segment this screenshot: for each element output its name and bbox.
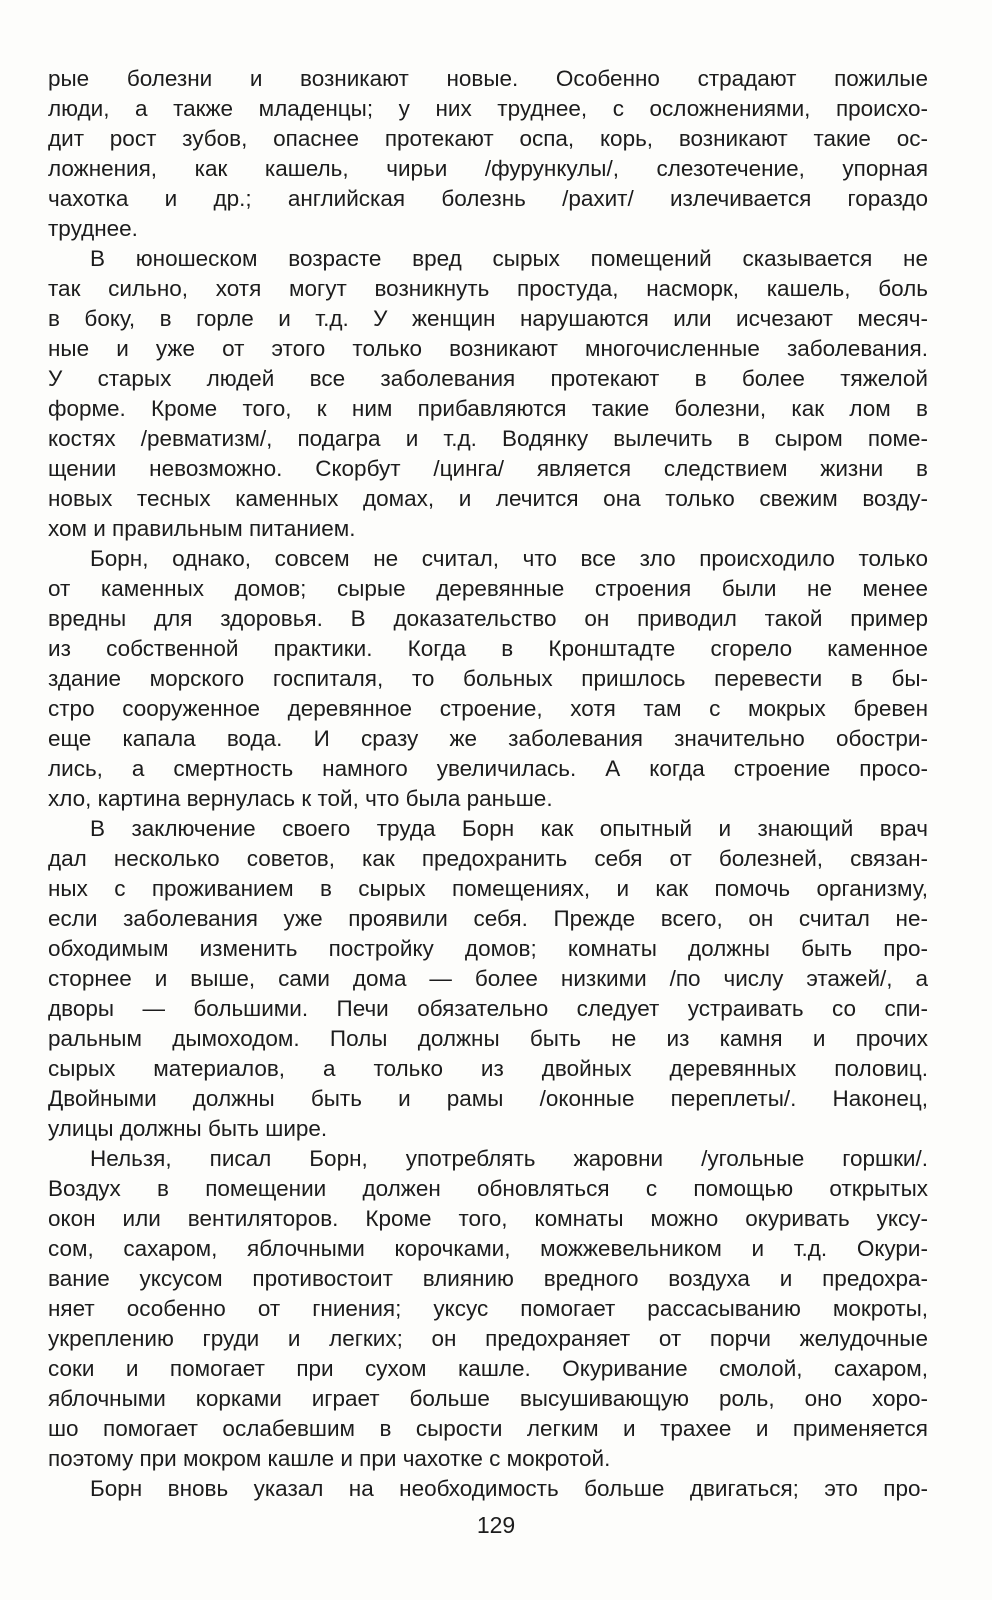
- text-line: новых тесных каменных домах, и лечится она только свежим возду-: [48, 486, 928, 511]
- text-line: если заболевания уже проявили себя. Прежде всего, он считал не-: [48, 906, 928, 931]
- text-line: еще капала вода. И сразу же заболевания значительно обостри-: [48, 726, 928, 751]
- text-line: труднее.: [48, 216, 138, 241]
- text-line: так сильно, хотя могут возникнуть простуда, насморк, кашель, боль: [48, 276, 928, 301]
- paragraph-start-line: В заключение своего труда Борн как опытный и знающий врач: [90, 816, 928, 841]
- text-line: сторнее и выше, сами дома — более низкими /по числу этажей/, а: [48, 966, 928, 991]
- text-line: поэтому при мокром кашле и при чахотке с мокротой.: [48, 1446, 611, 1471]
- text-line: щении невозможно. Скорбут /цинга/ является следствием жизни в: [48, 456, 928, 481]
- text-line: яблочными корками играет больше высушивающую роль, оно хоро-: [48, 1386, 928, 1411]
- text-line: форме. Кроме того, к ним прибавляются такие болезни, как лом в: [48, 396, 928, 421]
- text-line: вредны для здоровья. В доказательство он приводил такой пример: [48, 606, 928, 631]
- text-line: обходимым изменить постройку домов; комнаты должны быть про-: [48, 936, 928, 961]
- paragraph-start-line: Нельзя, писал Борн, употреблять жаровни /угольные горшки/.: [90, 1146, 928, 1171]
- text-line: рые болезни и возникают новые. Особенно страдают пожилые: [48, 66, 928, 91]
- text-line: окон или вентиляторов. Кроме того, комнаты можно окуривать уксу-: [48, 1206, 928, 1231]
- text-line: шо помогает ослабевшим в сырости легким и трахее и применяется: [48, 1416, 928, 1441]
- paragraph-start-line: В юношеском возрасте вред сырых помещений сказывается не: [90, 246, 928, 271]
- paragraph-start-line: Борн вновь указал на необходимость больше двигаться; это про-: [90, 1476, 928, 1501]
- text-line: вание уксусом противостоит влиянию вредного воздуха и предохра-: [48, 1266, 928, 1291]
- text-line: ных с проживанием в сырых помещениях, и как помочь организму,: [48, 876, 928, 901]
- text-line: соки и помогает при сухом кашле. Окуривание смолой, сахаром,: [48, 1356, 928, 1381]
- page-number: 129: [476, 1512, 516, 1538]
- text-line: У старых людей все заболевания протекают в более тяжелой: [48, 366, 928, 391]
- text-line: Воздух в помещении должен обновляться с помощью открытых: [48, 1176, 928, 1201]
- text-line: дал несколько советов, как предохранить себя от болезней, связан-: [48, 846, 928, 871]
- text-line: ные и уже от этого только возникают многочисленные заболевания.: [48, 336, 928, 361]
- text-line: стро сооруженное деревянное строение, хотя там с мокрых бревен: [48, 696, 928, 721]
- text-line: чахотка и др.; английская болезнь /рахит/ излечивается гораздо: [48, 186, 928, 211]
- text-line: укреплению груди и легких; он предохраняет от порчи желудочные: [48, 1326, 928, 1351]
- text-line: из собственной практики. Когда в Кронштадте сгорело каменное: [48, 636, 928, 661]
- text-line: Двойными должны быть и рамы /оконные переплеты/. Наконец,: [48, 1086, 928, 1111]
- text-line: хло, картина вернулась к той, что была раньше.: [48, 786, 553, 811]
- text-line: улицы должны быть шире.: [48, 1116, 328, 1141]
- text-line: няет особенно от гниения; уксус помогает рассасыванию мокроты,: [48, 1296, 928, 1321]
- text-line: от каменных домов; сырые деревянные строения были не менее: [48, 576, 928, 601]
- text-line: дворы — большими. Печи обязательно следует устраивать со спи-: [48, 996, 928, 1021]
- text-line: сом, сахаром, яблочными корочками, можжевельником и т.д. Окури-: [48, 1236, 928, 1261]
- text-line: костях /ревматизм/, подагра и т.д. Водянку вылечить в сыром поме-: [48, 426, 928, 451]
- text-line: ложнения, как кашель, чирьи /фурункулы/, слезотечение, упорная: [48, 156, 928, 181]
- text-line: ральным дымоходом. Полы должны быть не из камня и прочих: [48, 1026, 928, 1051]
- text-line: в боку, в горле и т.д. У женщин нарушаются или исчезают месяч-: [48, 306, 928, 331]
- paragraph-start-line: Борн, однако, совсем не считал, что все зло происходило только: [90, 546, 928, 571]
- text-line: лись, а смертность намного увеличилась. А когда строение просо-: [48, 756, 928, 781]
- text-line: дит рост зубов, опаснее протекают оспа, корь, возникают такие ос-: [48, 126, 928, 151]
- text-line: хом и правильным питанием.: [48, 516, 356, 541]
- text-line: люди, а также младенцы; у них труднее, с осложнениями, происхо-: [48, 96, 928, 121]
- text-line: здание морского госпиталя, то больных пришлось перевести в бы-: [48, 666, 928, 691]
- text-line: сырых материалов, а только из двойных деревянных половиц.: [48, 1056, 928, 1081]
- body-text: [48, 64, 928, 1504]
